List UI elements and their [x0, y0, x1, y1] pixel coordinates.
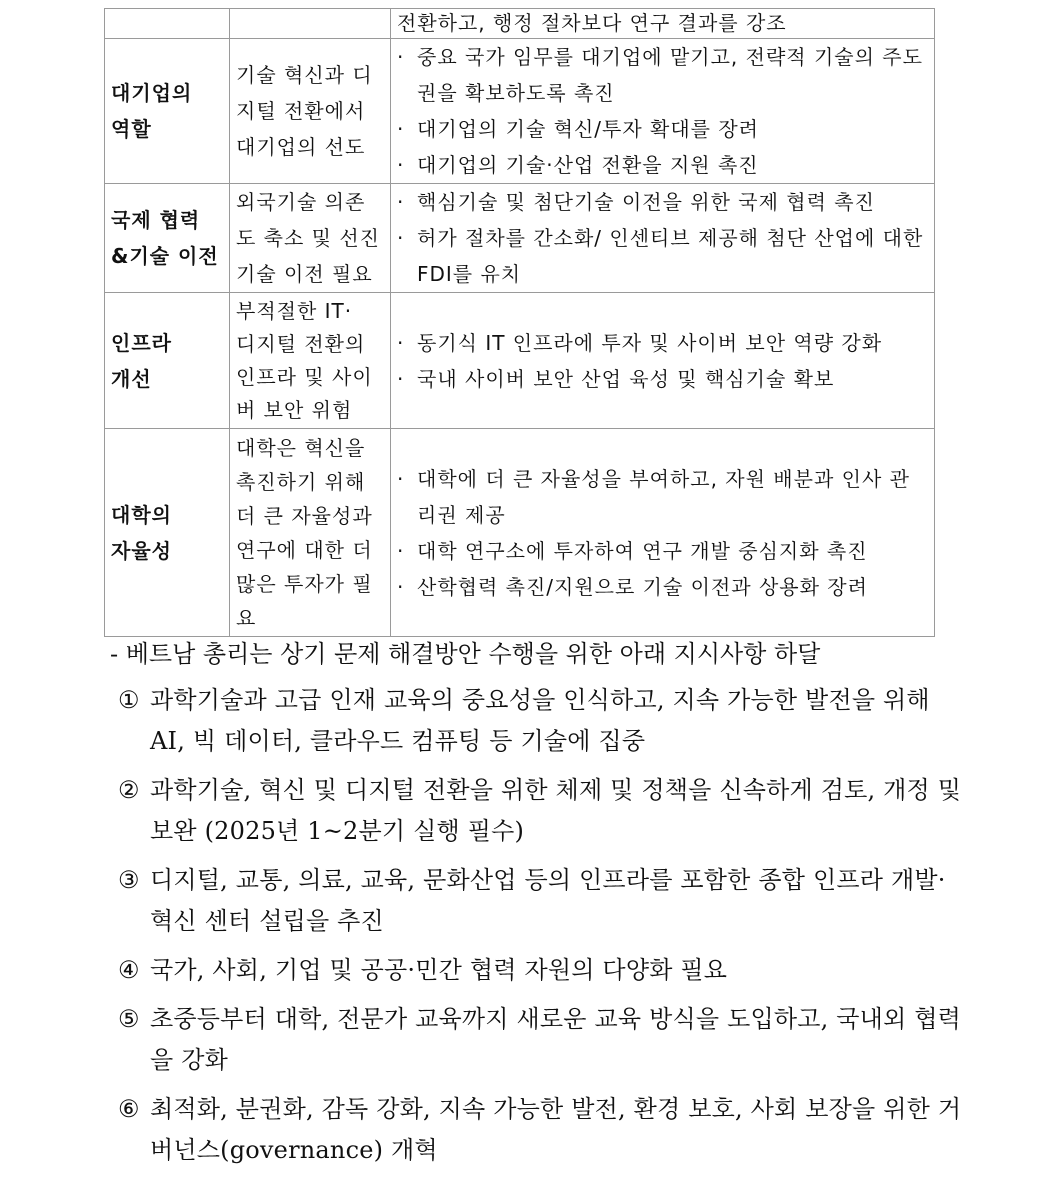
solution-item: · 대학 연구소에 투자하여 연구 개발 중심지화 촉진: [397, 533, 928, 569]
table-row: [105, 293, 935, 429]
solution-cell: [391, 39, 935, 184]
directive-text: 국가, 사회, 기업 및 공공·민간 협력 자원의 다양화 필요: [150, 956, 728, 984]
solution-item: 전환하고, 행정 절차보다 연구 결과를 강조: [397, 11, 787, 35]
solution-item: · 대기업의 기술 혁신/투자 확대를 장려: [397, 111, 928, 147]
bullet-dot-icon: ·: [397, 226, 405, 250]
solution-cell: [391, 9, 935, 39]
circled-number: ②: [118, 776, 140, 804]
problem-cell: 부적절한 IT· 디지털 전환의 인프라 및 사이 버 보안 위험: [230, 293, 391, 429]
solution-item: · 국내 사이버 보안 산업 육성 및 핵심기술 확보: [397, 361, 928, 397]
solution-item: · 대기업의 기술·산업 전환을 지원 촉진: [397, 147, 928, 183]
list-item: [118, 860, 968, 942]
bullet-dot-icon: ·: [397, 538, 405, 563]
table-row: [105, 429, 935, 637]
policy-table-body: [105, 9, 935, 637]
list-item: [118, 1089, 968, 1171]
solution-item: · 대학에 더 큰 자율성을 부여하고, 자원 배분과 인사 관리권 제공: [397, 461, 928, 533]
table-row: [105, 9, 935, 39]
solution-item: · 동기식 IT 인프라에 투자 및 사이버 보안 역량 강화: [397, 325, 928, 361]
list-item: [118, 950, 968, 991]
circled-number: ①: [118, 686, 140, 714]
solution-item: · 허가 절차를 간소화/ 인센티브 제공해 첨단 산업에 대한 FDI를 유치: [397, 220, 928, 292]
problem-cell: 외국기술 의존 도 축소 및 선진 기술 이전 필요: [230, 184, 391, 293]
category-cell: 인프라 개선: [105, 293, 230, 429]
category-cell: 대학의 자율성: [105, 429, 230, 637]
directive-list: [118, 680, 968, 1179]
bullet-dot-icon: ·: [397, 366, 405, 391]
solution-cell: [391, 184, 935, 293]
policy-table: [104, 8, 935, 637]
list-item: [118, 770, 968, 852]
category-cell: 대기업의 역할: [105, 39, 230, 184]
circled-number: ⑤: [118, 1005, 140, 1033]
list-item: [118, 680, 968, 762]
circled-number: ③: [118, 866, 140, 894]
directive-text: 최적화, 분권화, 감독 강화, 지속 가능한 발전, 환경 보호, 사회 보장을 위한 거버넌스(governance) 개혁: [150, 1095, 962, 1164]
problem-cell: 대학은 혁신을 촉진하기 위해 더 큰 자율성과 연구에 대한 더 많은 투자가 필 요: [230, 429, 391, 637]
category-cell: 국제 협력 &기술 이전: [105, 184, 230, 293]
bullet-dot-icon: ·: [397, 574, 405, 599]
circled-number: ⑥: [118, 1095, 140, 1123]
directive-text: 과학기술, 혁신 및 디지털 전환을 위한 체제 및 정책을 신속하게 검토, 개정 및 보완 (2025년 1~2분기 실행 필수): [150, 776, 962, 845]
solution-item: · 핵심기술 및 첨단기술 이전을 위한 국제 협력 촉진: [397, 184, 928, 220]
directive-text: 초중등부터 대학, 전문가 교육까지 새로운 교육 방식을 도입하고, 국내외 협력을 강화: [150, 1005, 962, 1074]
problem-cell: [230, 9, 391, 39]
circled-number: ④: [118, 956, 140, 984]
bullet-dot-icon: ·: [397, 117, 405, 141]
bullet-dot-icon: ·: [397, 45, 405, 69]
directive-text: 과학기술과 고급 인재 교육의 중요성을 인식하고, 지속 가능한 발전을 위해 AI, 빅 데이터, 클라우드 컴퓨팅 등 기술에 집중: [150, 686, 930, 755]
table-row: [105, 184, 935, 293]
solution-cell: [391, 429, 935, 637]
solution-item: · 중요 국가 임무를 대기업에 맡기고, 전략적 기술의 주도권을 확보하도록 촉진: [397, 39, 928, 111]
problem-cell: 기술 혁신과 디 지털 전환에서 대기업의 선도: [230, 39, 391, 184]
table-row: [105, 39, 935, 184]
solution-item: · 산학협력 촉진/지원으로 기술 이전과 상용화 장려: [397, 569, 928, 605]
list-item: [118, 999, 968, 1081]
bullet-dot-icon: ·: [397, 330, 405, 355]
directive-intro: - 베트남 총리는 상기 문제 해결방안 수행을 위한 아래 지시사항 하달: [110, 640, 821, 668]
solution-cell: [391, 293, 935, 429]
category-cell: [105, 9, 230, 39]
directive-text: 디지털, 교통, 의료, 교육, 문화산업 등의 인프라를 포함한 종합 인프라 개발·혁신 센터 설립을 추진: [150, 866, 946, 935]
bullet-dot-icon: ·: [397, 190, 405, 214]
bullet-dot-icon: ·: [397, 466, 405, 491]
bullet-dot-icon: ·: [397, 153, 405, 177]
